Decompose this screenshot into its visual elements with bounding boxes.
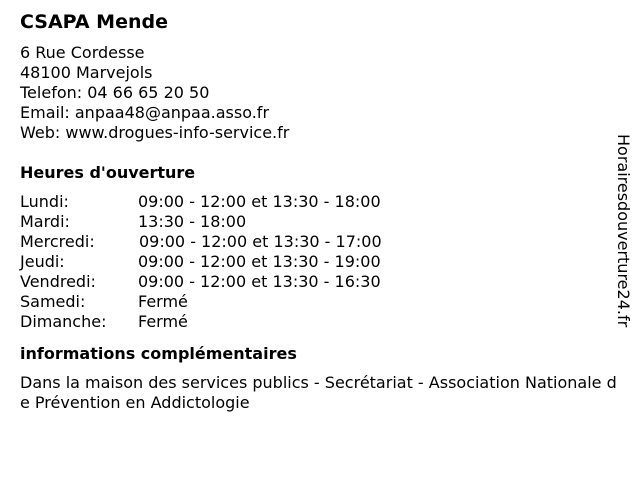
hours-row-mercredi: [20, 232, 626, 252]
opening-hours-table: [20, 192, 626, 332]
hours-day: Mercredi:: [20, 232, 95, 251]
hours-day: Samedi:: [20, 292, 86, 311]
hours-time: Fermé: [138, 292, 188, 311]
website-address[interactable]: Web: www.drogues-info-service.fr: [20, 123, 290, 142]
hours-row-mardi: [20, 212, 626, 232]
watermark-text: Horairesdouverture24.fr: [614, 134, 633, 328]
hours-time: Fermé: [138, 312, 188, 331]
hours-row-vendredi: [20, 272, 626, 292]
hours-row-dimanche: [20, 312, 626, 332]
hours-day: Jeudi:: [20, 252, 65, 271]
hours-row-jeudi: [20, 252, 626, 272]
hours-day: Lundi:: [20, 192, 69, 211]
additional-info-text: Dans la maison des services publics - Secrétariat - Association Nationale de Prévention en Addictologie: [20, 373, 617, 412]
street-address: 6 Rue Cordesse: [20, 43, 145, 62]
hours-day: Dimanche:: [20, 312, 107, 331]
hours-day: Vendredi:: [20, 272, 96, 291]
email-address[interactable]: Email: anpaa48@anpaa.asso.fr: [20, 103, 270, 122]
city-postcode: 48100 Marvejols: [20, 63, 153, 82]
hours-time: 13:30 - 18:00: [138, 212, 247, 231]
hours-time: 09:00 - 12:00 et 13:30 - 18:00: [138, 192, 381, 211]
hours-row-lundi: [20, 192, 626, 212]
hours-time: 09:00 - 12:00 et 13:30 - 16:30: [138, 272, 381, 291]
additional-info-heading: informations complémentaires: [20, 344, 297, 363]
address-block: [20, 43, 626, 143]
hours-time: 09:00 - 12:00 et 13:30 - 19:00: [138, 252, 381, 271]
business-title: CSAPA Mende: [20, 11, 168, 33]
hours-row-samedi: [20, 292, 626, 312]
opening-hours-heading: Heures d'ouverture: [20, 163, 196, 182]
hours-day: Mardi:: [20, 212, 70, 231]
phone-number[interactable]: Telefon: 04 66 65 20 50: [20, 83, 210, 102]
business-card: [20, 10, 626, 413]
hours-time: 09:00 - 12:00 et 13:30 - 17:00: [139, 232, 382, 251]
